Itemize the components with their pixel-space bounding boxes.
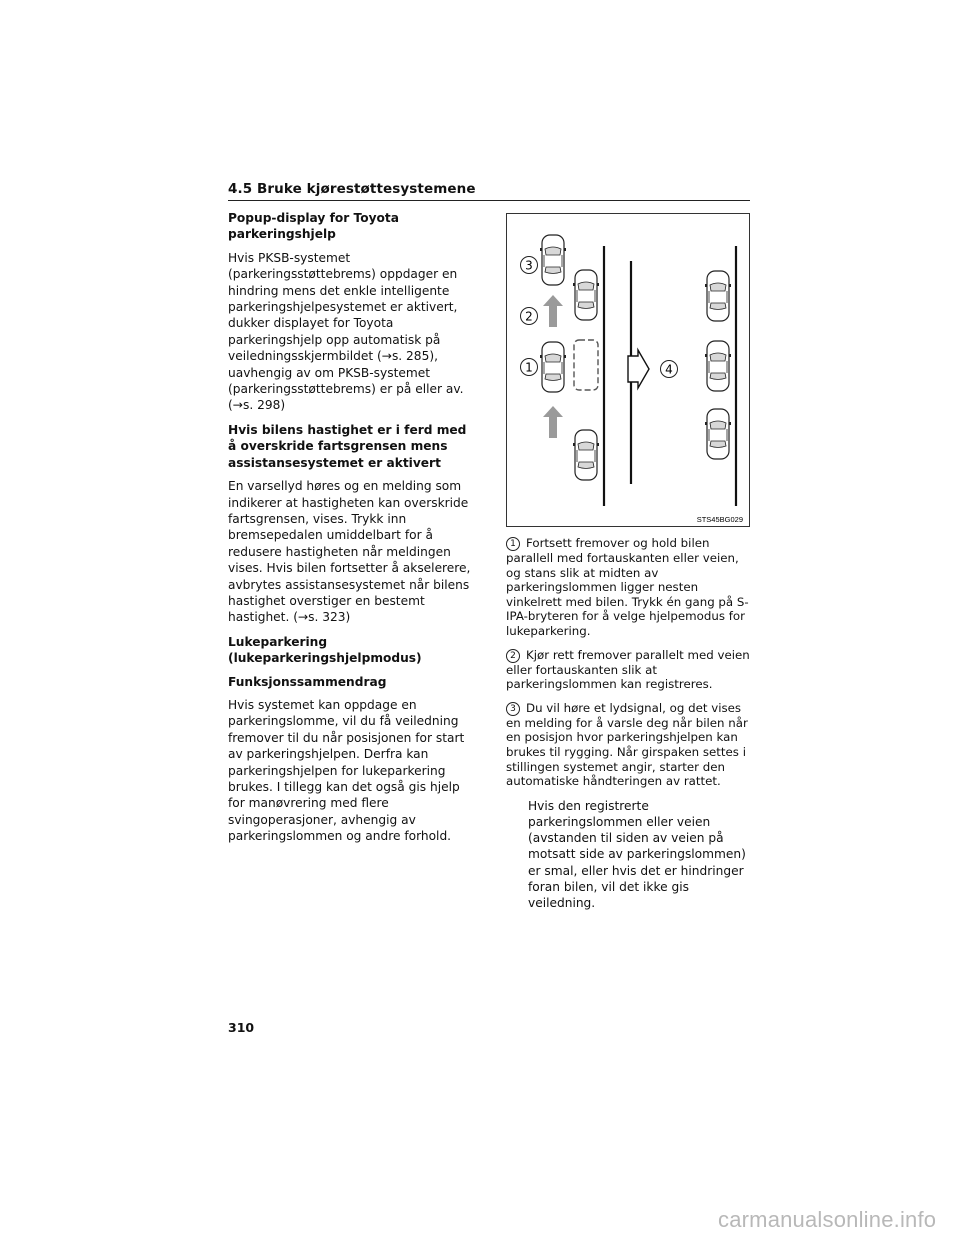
- note-paragraph: Hvis den registrerte parkeringslommen eller veien (avstanden til siden av veien på motsatt side av parkeringslommen) er smal, eller hvis det er hindringer foran bilen, vil det ikke gis veiledning.: [528, 798, 746, 910]
- step-number-2: 2: [506, 649, 520, 663]
- parked-cars-right: [705, 271, 731, 459]
- step-text-3: Du vil høre et lydsignal, og det vises en melding for å varsle deg når bilen når en posisjon hvor parkeringshjelpen kan brukes til rygging. Når girspaken settes i stillingen systemet angir, starter den automatiske håndteringen av rattet.: [506, 700, 748, 789]
- step-1: [506, 536, 752, 639]
- label-4: 4: [665, 362, 673, 377]
- label-3: 3: [525, 258, 533, 273]
- paragraph-speed-limit: En varsellyd høres og en melding som indikerer at hastigheten kan overskride fartsgrensen, vises. Trykk inn bremsepedalen umiddelbart for å redusere hastigheten når meldingen vises. Hvis bilen fortsetter å akselerere, avbrytes assistansesystemet når bilens hastighet overstiger en bestemt hastighet. (→s. 323): [228, 479, 471, 625]
- parking-diagram: [506, 213, 750, 527]
- step-number-3: 3: [506, 702, 520, 716]
- step-text-2: Kjør rett fremover parallelt med veien eller fortauskanten slik at parkeringslommen kan registreres.: [506, 647, 750, 692]
- right-column: [506, 536, 752, 911]
- heading-popup-display: Popup-display for Toyota parkeringshjelp: [228, 211, 399, 242]
- parked-cars-left: [573, 270, 599, 480]
- watermark: carmanualsonline.info: [718, 1207, 937, 1232]
- section-header: [228, 178, 750, 201]
- step-text-1: Fortsett fremover og hold bilen parallell med fortauskanten eller veien, og stans slik at midten av parkeringslommen ligger nesten vinkelrett med bilen. Trykk én gang på S-IPA-bryteren for å velge hjelpemodus for lukeparkering.: [506, 536, 749, 638]
- step-3: [506, 701, 752, 789]
- paragraph-popup-display: Hvis PKSB-systemet (parkeringsstøttebrems) oppdager en hindring mens det enkle intelligente parkeringshjelpesystemet er aktivert, dukker displayet for Toyota parkeringshjelp opp automatisk på veiledningsskjermbildet (→s. 285), uavhengig av om PKSB-systemet (parkeringsstøttebrems) er på eller av. (→s. 298): [228, 250, 464, 413]
- figure-code: STS45BG029: [696, 515, 743, 524]
- heading-speed-limit: Hvis bilens hastighet er i ferd med å overskride fartsgrensen mens assistansesystemet er aktivert: [228, 422, 467, 470]
- step-number-1: 1: [506, 537, 520, 551]
- label-2: 2: [525, 309, 533, 324]
- label-1: 1: [525, 360, 533, 375]
- page-number: 310: [228, 1020, 255, 1035]
- left-column: [228, 210, 478, 853]
- heading-function-summary: Funksjonssammendrag: [228, 674, 387, 689]
- parking-space-outline: [574, 340, 598, 390]
- section-title: 4.5 Bruke kjørestøttesystemene: [228, 181, 476, 197]
- paragraph-function-summary: Hvis systemet kan oppdage en parkeringslomme, vil du få veiledning fremover til du når posisjonen for start av parkeringshjelpen. Derfra kan parkeringshjelpen for lukeparkering brukes. I tillegg kan det også gis hjelp for manøvrering med flere svingoperasjoner, avhengig av parkeringslommen og andre forhold.: [228, 697, 465, 844]
- heading-perpendicular-parking: Lukeparkering (lukeparkeringshjelpmodus): [228, 634, 422, 666]
- step-2: [506, 648, 752, 692]
